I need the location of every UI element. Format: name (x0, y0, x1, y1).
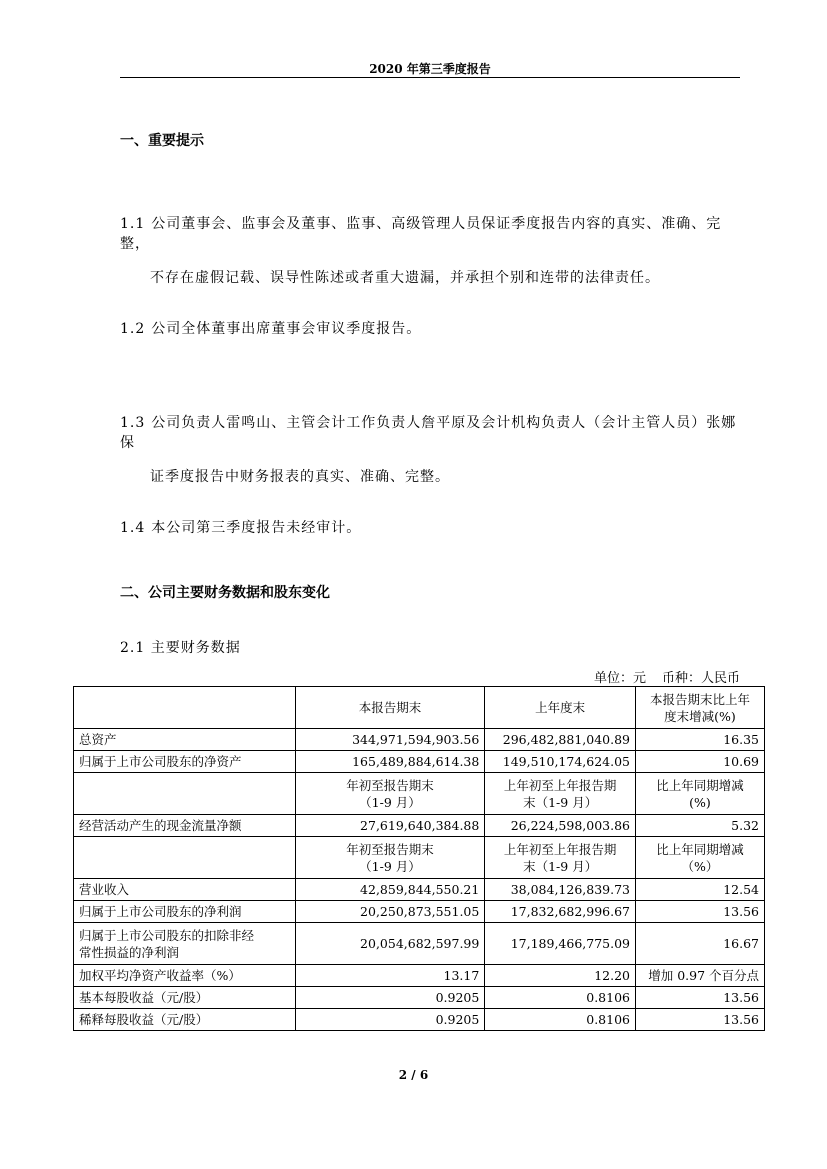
item-1-3 (120, 412, 742, 486)
item-1-2 (120, 318, 742, 338)
value-current: 0.9205 (295, 987, 485, 1009)
unit-label: 单位：元 (593, 671, 646, 686)
item-number: 1.1 (120, 216, 146, 232)
table-header-row (74, 687, 765, 729)
value-change: 16.35 (636, 729, 765, 751)
value-change: 10.69 (636, 751, 765, 773)
unit-line (460, 667, 740, 686)
value-current: 344,971,594,903.56 (295, 729, 485, 751)
section-1-title: 一、重要提示 (120, 133, 204, 149)
value-current: 13.17 (295, 965, 485, 987)
value-prior: 0.8106 (485, 1009, 636, 1031)
row-label: 归属于上市公司股东的净利润 (74, 901, 296, 923)
table-header-row (74, 773, 765, 815)
table-row (74, 879, 765, 901)
value-current: 42,859,844,550.21 (295, 879, 485, 901)
table-row (74, 965, 765, 987)
header-ytd: 年初至报告期末 （1-9 月） (295, 837, 485, 879)
header-prior-ytd: 上年初至上年报告期 末（1-9 月） (485, 837, 636, 879)
value-current: 165,489,884,614.38 (295, 751, 485, 773)
item-1-1 (120, 213, 742, 287)
currency-label: 币种：人民币 (661, 671, 740, 686)
header-change-pct: 本报告期末比上年 度末增减(%) (636, 687, 765, 729)
value-current: 0.9205 (295, 1009, 485, 1031)
item-number: 1.2 (120, 321, 146, 337)
table-header-row (74, 837, 765, 879)
value-change: 5.32 (636, 815, 765, 837)
value-change: 增加 0.97 个百分点 (636, 965, 765, 987)
item-text: 公司负责人雷鸣山、主管会计工作负责人詹平原及会计机构负责人（会计主管人员）张娜保 (120, 415, 737, 451)
value-prior: 12.20 (485, 965, 636, 987)
header-yoy-change: 比上年同期增减 (%) (636, 773, 765, 815)
row-label: 稀释每股收益（元/股） (74, 1009, 296, 1031)
table-row (74, 751, 765, 773)
value-change: 12.54 (636, 879, 765, 901)
value-prior: 0.8106 (485, 987, 636, 1009)
row-label: 经营活动产生的现金流量净额 (74, 815, 296, 837)
value-prior: 17,189,466,775.09 (485, 923, 636, 965)
table-cell-empty (74, 773, 296, 815)
page-header-title: 2020 年第三季度报告 (369, 62, 491, 76)
item-text-continued: 不存在虚假记载、误导性陈述或者重大遗漏，并承担个别和连带的法律责任。 (150, 270, 660, 286)
header-last-year-end: 上年度末 (485, 687, 636, 729)
header-ytd: 年初至报告期末 （1-9 月） (295, 773, 485, 815)
value-change: 13.56 (636, 1009, 765, 1031)
value-change: 13.56 (636, 901, 765, 923)
value-current: 27,619,640,384.88 (295, 815, 485, 837)
item-text-continued: 证季度报告中财务报表的真实、准确、完整。 (150, 469, 450, 485)
value-prior: 296,482,881,040.89 (485, 729, 636, 751)
value-change: 16.67 (636, 923, 765, 965)
header-prior-ytd: 上年初至上年报告期 末（1-9 月） (485, 773, 636, 815)
value-current: 20,250,873,551.05 (295, 901, 485, 923)
value-change: 13.56 (636, 987, 765, 1009)
table-row (74, 1009, 765, 1031)
header-divider (120, 77, 740, 78)
table-row (74, 987, 765, 1009)
table-cell-empty (74, 837, 296, 879)
table-cell-empty (74, 687, 296, 729)
table-row (74, 815, 765, 837)
value-prior: 38,084,126,839.73 (485, 879, 636, 901)
financial-data-table (73, 686, 765, 1031)
table-row (74, 901, 765, 923)
page-number: 2 / 6 (398, 1068, 429, 1082)
item-text: 公司全体董事出席董事会审议季度报告。 (151, 321, 422, 337)
row-label: 归属于上市公司股东的净资产 (74, 751, 296, 773)
row-label: 归属于上市公司股东的扣除非经 常性损益的净利润 (74, 923, 296, 965)
item-1-4 (120, 517, 742, 537)
row-label: 基本每股收益（元/股） (74, 987, 296, 1009)
header-current-period-end: 本报告期末 (295, 687, 485, 729)
value-prior: 26,224,598,003.86 (485, 815, 636, 837)
subsection-2-1-title: 2.1 主要财务数据 (120, 640, 241, 656)
header-yoy-change: 比上年同期增减 （%） (636, 837, 765, 879)
row-label: 加权平均净资产收益率（%） (74, 965, 296, 987)
section-2-title: 二、公司主要财务数据和股东变化 (120, 585, 330, 601)
item-text: 本公司第三季度报告未经审计。 (151, 520, 362, 536)
item-number: 1.4 (120, 520, 146, 536)
row-label: 总资产 (74, 729, 296, 751)
table-row (74, 923, 765, 965)
item-number: 1.3 (120, 415, 146, 431)
item-text: 公司董事会、监事会及董事、监事、高级管理人员保证季度报告内容的真实、准确、完整， (120, 216, 722, 252)
value-current: 20,054,682,597.99 (295, 923, 485, 965)
row-label: 营业收入 (74, 879, 296, 901)
table-row (74, 729, 765, 751)
value-prior: 149,510,174,624.05 (485, 751, 636, 773)
value-prior: 17,832,682,996.67 (485, 901, 636, 923)
